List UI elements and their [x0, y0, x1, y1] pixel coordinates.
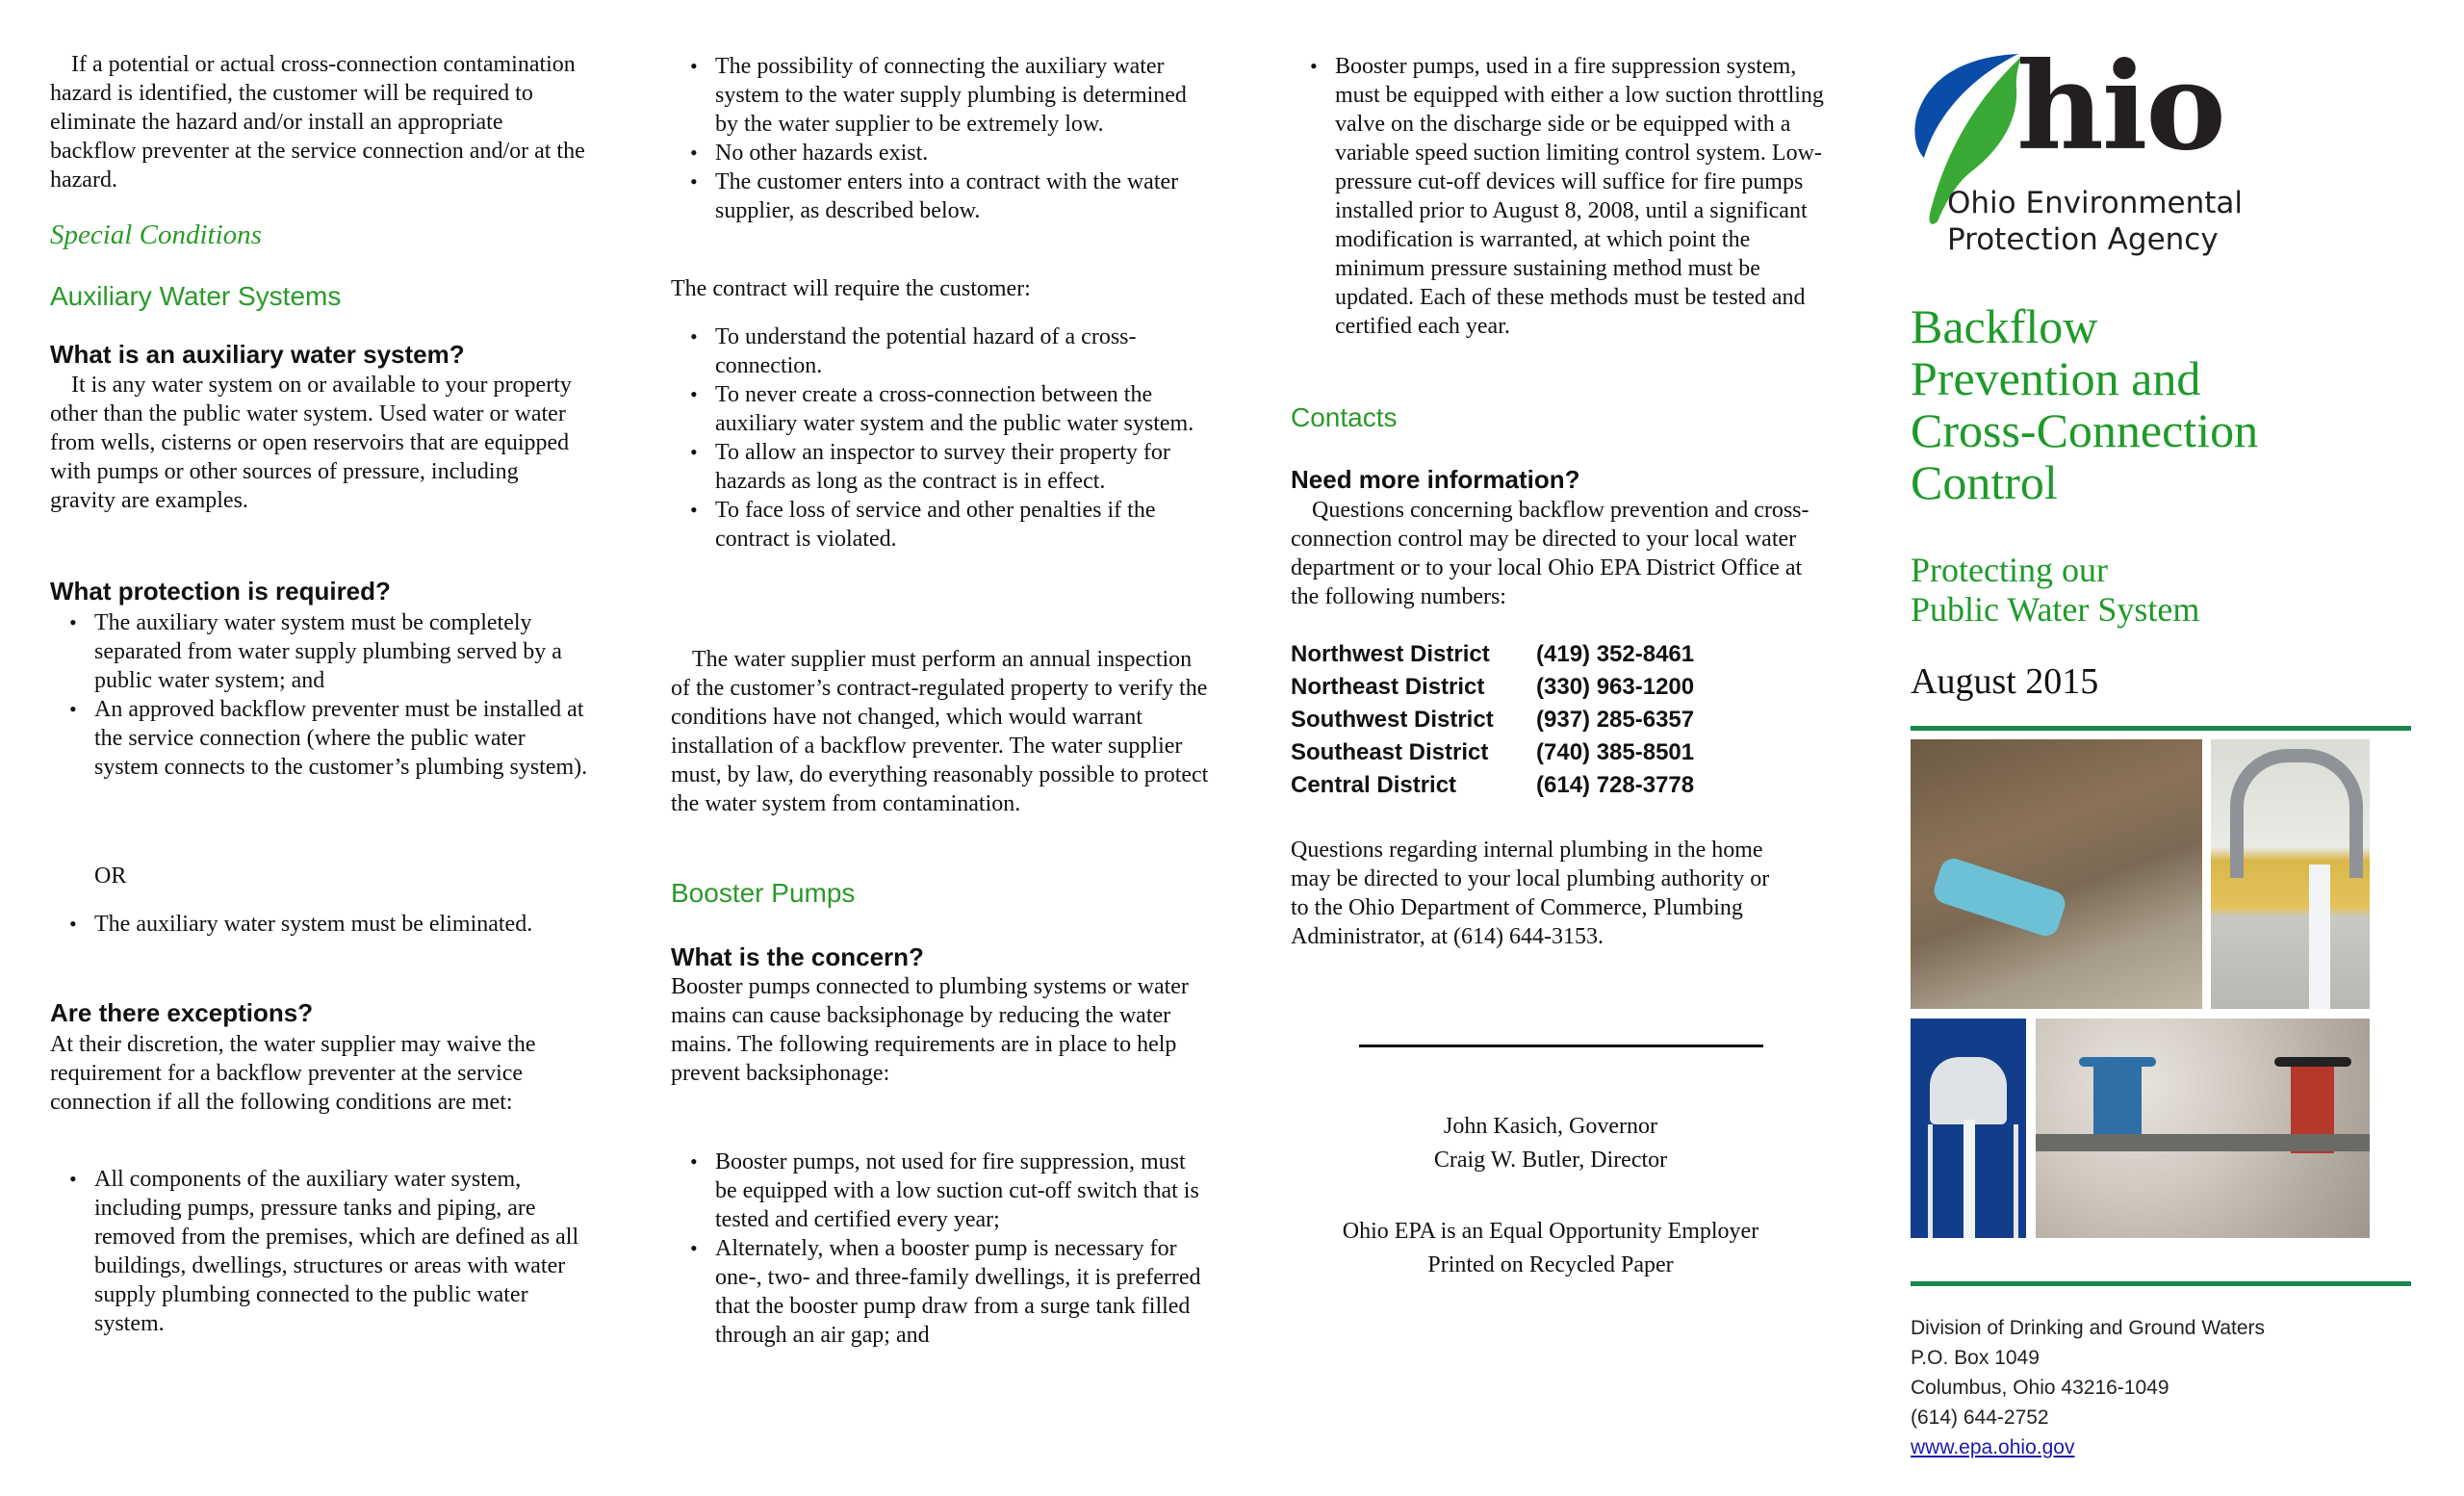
question-more-info: Need more information? — [1291, 465, 1580, 494]
list-item: • All components of the auxiliary water system, including pumps, pressure tanks and piping, are removed from the premises, which are defined as all buildings, dwellings, structures or areas with water supply plumbing connected to the public water system. — [94, 1165, 589, 1338]
list-item: • To face loss of service and other penalties if the contract is violated. — [715, 496, 1210, 554]
district-phone: (740) 385-8501 — [1536, 739, 1695, 765]
faucet-photo — [2211, 739, 2370, 1009]
website-link[interactable]: www.epa.ohio.gov — [1911, 1436, 2075, 1458]
list-item: • Booster pumps, not used for fire suppression, must be equipped with a low suction cut-off switch that is tested and certified every year; — [715, 1148, 1210, 1234]
logo-wordmark: hio — [2016, 37, 2224, 177]
phone-number: (614) 644-2752 — [1911, 1406, 2049, 1429]
conditions-list — [671, 52, 1210, 225]
list-item: • Booster pumps, used in a fire suppression system, must be equipped with either a low suction throttling valve on the discharge side or be equipped with a variable speed suction limiting control system. Low-pressure cut-off devices will suffice for fire pumps installed prior to August 8, 2008, until a significant modification is warranted, at which point the minimum pressure sustaining method must be updated. Each of these methods must be tested and certified each year. — [1335, 52, 1830, 341]
title-line: Backflow — [1911, 299, 2098, 353]
eoe-line: Ohio EPA is an Equal Opportunity Employer — [1342, 1219, 1759, 1244]
question-auxiliary-system: What is an auxiliary water system? — [50, 340, 465, 369]
officials-block — [1291, 1110, 1810, 1177]
tower-tank-shape — [1930, 1057, 2007, 1124]
contacts-heading: Contacts — [1291, 402, 1398, 432]
booster-list — [671, 1148, 1210, 1350]
brochure-subtitle — [1911, 551, 2199, 630]
list-item: • No other hazards exist. — [715, 139, 1210, 168]
top-green-rule — [1911, 726, 2411, 731]
pipe-shape — [2036, 1134, 2370, 1151]
table-row — [1291, 736, 1694, 769]
special-conditions-heading: Special Conditions — [50, 219, 262, 250]
district-name: Southwest District — [1291, 707, 1494, 733]
contract-intro: The contract will require the customer: — [671, 276, 1031, 301]
title-line: Cross-Connection — [1911, 403, 2259, 457]
bottom-green-rule — [1911, 1281, 2411, 1286]
district-name: Southeast District — [1291, 739, 1489, 765]
question-exceptions: Are there exceptions? — [50, 998, 314, 1027]
district-name: Northeast District — [1291, 674, 1485, 700]
district-phone: (614) 728-3778 — [1536, 772, 1695, 798]
protection-alt-list — [50, 910, 589, 939]
address-block — [1911, 1313, 2265, 1462]
district-phone: (419) 352-8461 — [1536, 641, 1695, 667]
or-label: OR — [94, 864, 127, 889]
list-item: • The possibility of connecting the auxiliary water system to the water supply plumbing is determined by the water supplier to be extremely low. — [715, 52, 1210, 139]
table-row — [1291, 638, 1694, 671]
logo-line-2: Protection Agency — [1947, 222, 2219, 257]
governor-line: John Kasich, Governor — [1444, 1114, 1657, 1139]
list-item: • Alternately, when a booster pump is necessary for one-, two- and three-family dwellings, it is preferred that the booster pump draw from a surge tank filled through an air gap; and — [715, 1234, 1210, 1350]
list-item: • The auxiliary water system must be eliminated. — [94, 910, 589, 939]
fire-pump-list — [1291, 52, 1830, 341]
table-row — [1291, 704, 1694, 736]
logo-agency-name — [1947, 185, 2243, 258]
publication-date: August 2015 — [1911, 661, 2099, 702]
list-item: • To allow an inspector to survey their property for hazards as long as the contract is in effect. — [715, 438, 1210, 496]
title-line: Control — [1911, 455, 2058, 509]
district-phone-table — [1291, 638, 1694, 802]
ohio-epa-logo — [1911, 37, 2276, 267]
list-item: • The customer enters into a contract with the water supplier, as described below. — [715, 168, 1210, 225]
district-phone: (330) 963-1200 — [1536, 674, 1695, 700]
division-name: Division of Drinking and Ground Waters — [1911, 1317, 2266, 1339]
valves-photo — [2036, 1019, 2370, 1238]
po-box: P.O. Box 1049 — [1911, 1347, 2040, 1369]
district-phone: (937) 285-6357 — [1536, 707, 1695, 733]
protection-list — [50, 608, 589, 782]
district-name: Central District — [1291, 772, 1457, 798]
table-row — [1291, 769, 1694, 802]
booster-pumps-heading: Booster Pumps — [671, 878, 856, 908]
subtitle-line: Public Water System — [1911, 590, 2200, 629]
brochure-title — [1911, 300, 2258, 508]
auxiliary-water-systems-heading: Auxiliary Water Systems — [50, 281, 342, 311]
city-state-zip: Columbus, Ohio 43216-1049 — [1911, 1377, 2169, 1399]
list-item: • The auxiliary water system must be completely separated from water supply plumbing served by a public water system; and — [94, 608, 589, 695]
answer-exceptions: At their discretion, the water supplier may waive the requirement for a backflow preventer at the service connection if all the following conditions are met: — [50, 1032, 536, 1115]
title-line: Prevention and — [1911, 351, 2201, 405]
question-protection-required: What protection is required? — [50, 577, 391, 606]
notice-block — [1291, 1215, 1810, 1282]
divider-rule — [1359, 1045, 1763, 1047]
director-line: Craig W. Butler, Director — [1433, 1148, 1668, 1173]
list-item: • To never create a cross-connection between the auxiliary water system and the public water system. — [715, 380, 1210, 438]
blue-valve-wheel — [2079, 1057, 2156, 1067]
list-item: • To understand the potential hazard of a cross-connection. — [715, 322, 1210, 380]
intro-paragraph: If a potential or actual cross-connection contamination hazard is identified, the customer will be required to eliminate the hazard and/or install an appropriate backflow preventer at the service connection and/or at the hazard. — [50, 52, 585, 193]
red-valve-wheel — [2274, 1057, 2351, 1067]
blue-pipe-shape — [1931, 855, 2068, 939]
plumbing-paragraph: Questions regarding internal plumbing in the home may be directed to your local plumbing authority or to the Ohio Department of Commerce, Plumbing Administrator, at (614) 644-3153. — [1291, 838, 1770, 949]
tower-legs-shape — [1928, 1124, 2018, 1238]
contract-list — [671, 322, 1210, 554]
exceptions-list — [50, 1165, 589, 1338]
water-stream-shape — [2309, 864, 2330, 1009]
recycled-line: Printed on Recycled Paper — [1427, 1252, 1674, 1277]
water-tower-photo — [1911, 1019, 2026, 1238]
question-concern: What is the concern? — [671, 942, 924, 971]
annual-inspection-paragraph: The water supplier must perform an annual inspection of the customer’s contract-regulated property to verify the conditions have not changed, which would warrant installation of a backflow preventer. The water supplier must, by law, do everything reasonably possible to protect the water system from contamination. — [671, 647, 1209, 816]
answer-more-info: Questions concerning backflow prevention and cross-connection control may be directed to your local water department or to your local Ohio EPA District Office at the following numbers: — [1291, 498, 1810, 609]
trench-pipe-photo — [1911, 739, 2202, 1009]
district-name: Northwest District — [1291, 641, 1490, 667]
logo-line-1: Ohio Environmental — [1947, 186, 2244, 220]
subtitle-line: Protecting our — [1911, 551, 2108, 589]
table-row — [1291, 671, 1694, 704]
answer-concern: Booster pumps connected to plumbing systems or water mains can cause backsiphonage by reducing the water mains. The following requirements are in place to help prevent backsiphonage: — [671, 974, 1189, 1086]
list-item: • An approved backflow preventer must be installed at the service connection (where the public water system connects to the customer’s plumbing system). — [94, 695, 589, 782]
faucet-spout-shape — [2230, 749, 2363, 878]
answer-auxiliary-system: It is any water system on or available to your property other than the public water system. Used water or water from wells, cisterns or open reservoirs that are equipped with pumps or other sources of pressure, including gravity are examples. — [50, 373, 572, 513]
